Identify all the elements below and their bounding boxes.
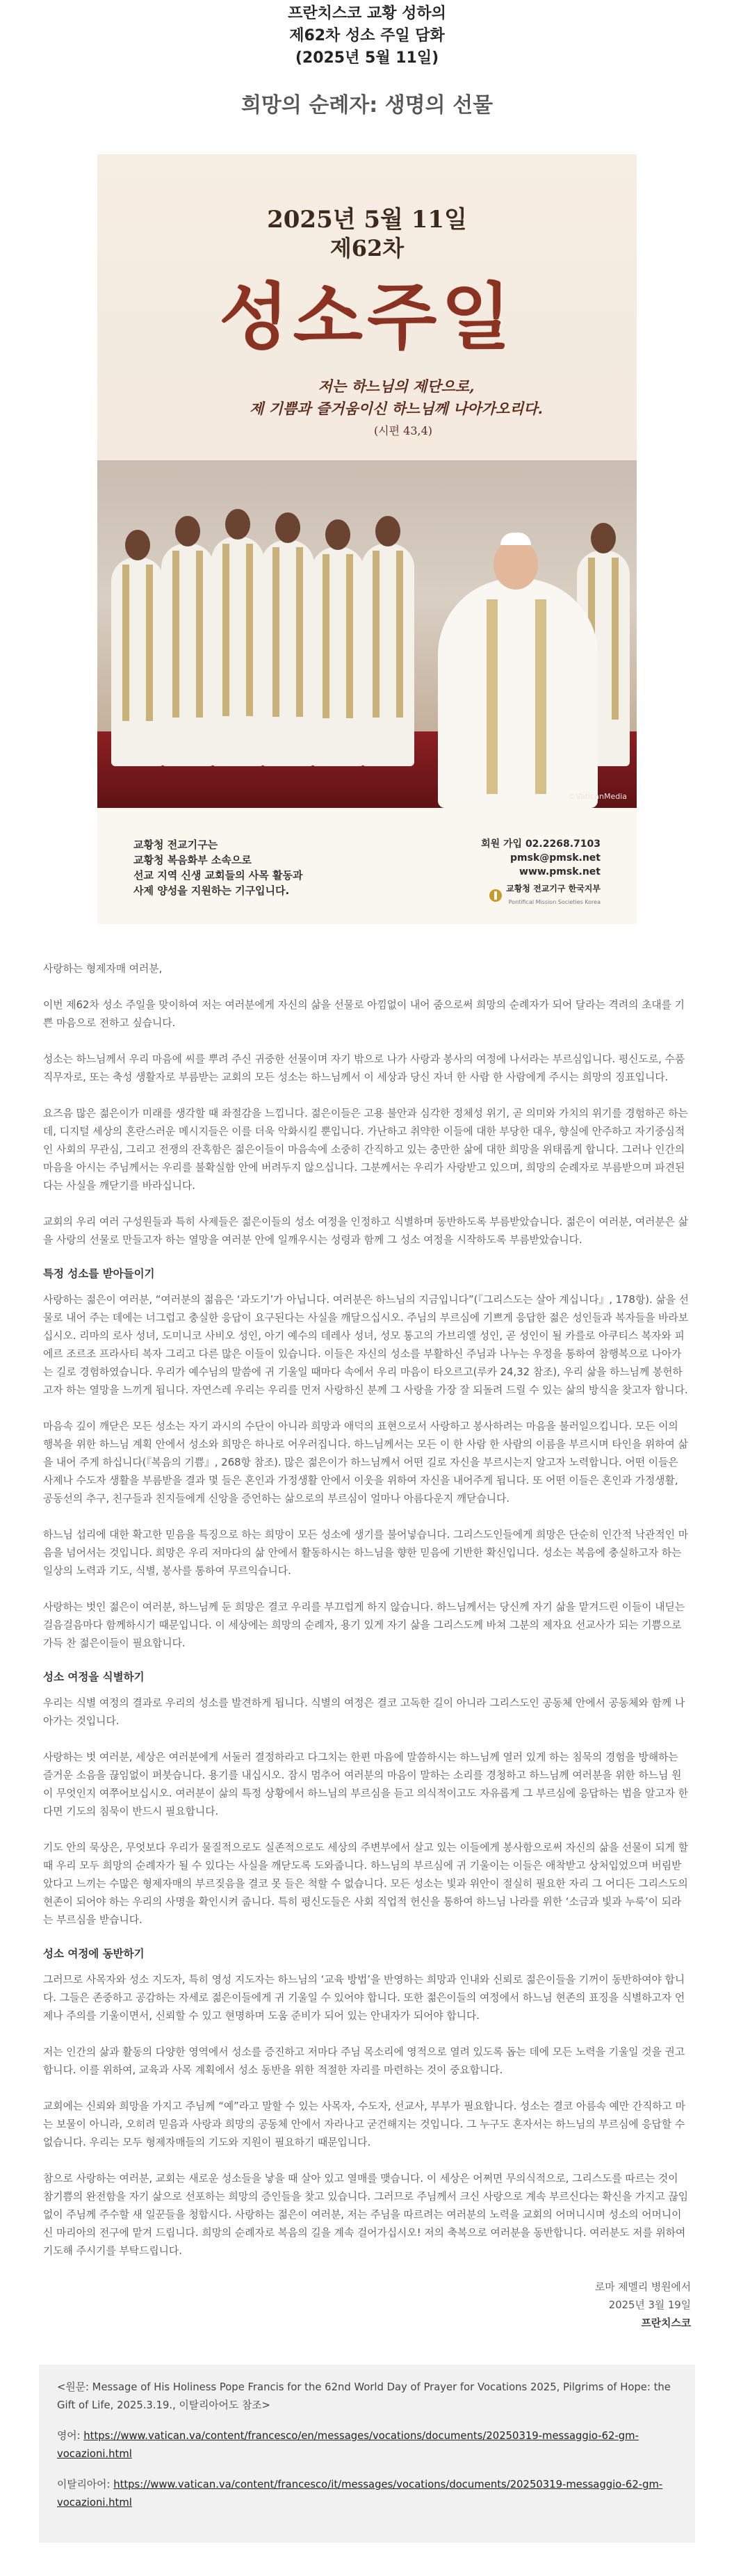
- paragraph: 이번 제62차 성소 주일을 맞이하여 저는 여러분에게 자신의 삶을 선물로 아낌없이 내어 줌으로써 희망의 순례자가 되어 달라는 격려의 초대를 기쁜 마음으로 전하고 싶습니다.: [43, 999, 685, 1029]
- paragraph: 저는 인간의 삶과 활동의 다양한 영역에서 성소를 증진하고 저마다 주님 목소리에 영적으로 열려 있도록 돕는 데에 모든 노력을 기울일 것을 권고합니다. 이를 위하여, 교육과 사목 계획에서 성소 동반을 위한 적절한 자리를 마련하는 것이 중요합니다.: [43, 2046, 685, 2076]
- org-logo-icon: [489, 889, 502, 902]
- paragraph: 사랑하는 벗인 젊은이 여러분, 하느님께 둔 희망은 결코 우리를 부끄럽게 하지 않습니다. 하느님께서는 당신께 자기 삶을 맡겨드린 이들이 내딛는 걸음걸음마다 함께하시기 때문입니다. 이 세상에는 희망의 순례자, 용기 있게 자기 삶을 그리스도께 바쳐 그분의 제자요 선교사가 되는 기쁨으로 가득 찬 젊은이들이 필요합니다.: [43, 1601, 685, 1649]
- poster-date: 2025년 5월 11일: [267, 206, 467, 234]
- priest-figure: [161, 544, 214, 766]
- poster-verse-line-2: 제 기쁨과 즐거움이신 하느님께 나아가오리다.: [250, 400, 543, 417]
- contact-phone: 회원 가입 02.2268.7103: [481, 839, 601, 850]
- italian-source-link[interactable]: https://www.vatican.va/content/francesco/it/messages/vocations/documents/20250319-messaggio-62-gm-vocazioni.html: [57, 2479, 663, 2509]
- paragraph: 그러므로 사목자와 성소 지도자, 특히 영성 지도자는 하느님의 ‘교육 방법’을 반영하는 희망과 인내와 신뢰로 젊은이들을 기꺼이 동반하여야 합니다. 그들은 존중하고 공감하는 자세로 젊은이들에게 귀 기울일 수 있어야 합니다. 또한 젊은이들의 여정에서 하느님 현존의 표징을 식별하고자 언제나 주의를 기울이면서, 신뢰할 수 있고 현명하며 도움 준비가 되어 있는 안내자가 되어야 합니다.: [43, 1974, 685, 2022]
- paragraph: 요즈음 많은 젊은이가 미래를 생각할 때 좌절감을 느낍니다. 젊은이들은 고용 불안과 심각한 정체성 위기, 곧 의미와 가치의 위기를 경험하곤 하는데, 디지털 세상의 혼란스러운 메시지들은 이를 더욱 악화시킬 뿐입니다. 가난하고 취약한 이들에 대한 부당한 대우, 향실에 안주하고 자기중심적인 사회의 무관심, 그리고 전쟁의 잔혹함은 젊은이들이 마음속에 소중히 간직하고 있는 충만한 삶에 대한 희망을 위태롭게 합니다. 그러나 인간의 마음을 아시는 주님께서는 우리를 불확실함 안에 버려두지 않으십니다. 그분께서는 우리가 사랑받고 있으며, 희망의 순례자로 부름받으며 파견된다는 사실을 깨닫기를 바라십니다.: [43, 1108, 688, 1192]
- priest-figure: [311, 547, 364, 766]
- poster-verse-citation: (시편 43,4): [373, 424, 433, 437]
- pope-figure: [438, 578, 598, 808]
- section-heading: 특정 성소를 받아들이기: [43, 1267, 155, 1280]
- source-english: [57, 2427, 677, 2463]
- poster-contact: [434, 837, 601, 909]
- paragraph: 우리는 식별 여정의 결과로 우리의 성소를 발견하게 됩니다. 식별의 여정은 결코 고독한 길이 아니라 그리스도인 공동체 안에서 공동체와 함께 나아가는 것입니다.: [43, 1697, 685, 1727]
- paragraph: 사랑하는 젊은이 여러분, “여러분의 젊음은 ‘과도기’가 아닙니다. 여러분은 하느님의 지금입니다”(『그리스도는 살아 계십니다』, 178항). 삶을 선물로 내어 주는 데에는 너그럽고 충실한 응답이 요구된다는 사실을 깨달으십시오. 주님의 부르심에 기쁘게 응답한 젊은 성인들과 복자들을 바라보십시오. 리마의 로사 성녀, 도미니코 사비오 성인, 아기 예수의 데레사 성녀, 성모 통고의 가브리엘 성인, 곧 성인이 될 카를로 아쿠티스 복자와 피에르 조르조 프라사티 복자 그리고 다른 많은 이들이 있습니다. 이들은 자신의 성소를 부활하신 주님과 나누는 우정을 통하여 참행복으로 나아가는 길로 경험하였습니다. 우리가 예수님의 말씀에 귀 기울일 때마다 속에서 우리 마음이 타오르고(루카 24,32 참조), 우리 삶을 하느님께 봉헌하고자 하는 열망을 느끼게 됩니다. 자연스레 우리는 우리를 먼저 사랑하신 분께 그 사랑을 가장 잘 되돌려 드릴 수 있는 삶의 방식을 찾고자 합니다.: [43, 1294, 689, 1396]
- paragraph: 사랑하는 벗 여러분, 세상은 여러분에게 서둘러 결정하라고 다그치는 한편 마음에 말씀하시는 하느님께 열러 있게 하는 침묵의 경험을 방해하는 즐거운 소음을 끊임없이 퍼붓습니다. 용기를 내십시오. 잠시 멈추어 여러분의 마음이 말하는 소리를 경청하고 하느님께 여러분을 위한 하느님 원이 무엇인지 여쭈어보십시오. 여러분이 삶의 특정 상황에서 하느님의 부르심을 듣고 의식적이고도 자유롭게 그 부르심에 응답하는 법을 알고자 한다면 기도의 침묵이 반드시 필요합니다.: [43, 1751, 689, 1817]
- greeting: 사랑하는 형제자매 여러분,: [43, 963, 163, 975]
- paragraph: 기도 안의 묵상은, 무엇보다 우리가 물질적으로도 실존적으로도 세상의 주변부에서 살고 있는 이들에게 봉사함으로써 자신의 삶을 선물이 되게 할 때 우리 모두 희망의 순례자가 될 수 있다는 사실을 깨닫도록 도와줍니다. 하느님의 부르심에 귀 기울이는 이들은 애착받고 상처입었으며 버림받았다고 느끼는 수많은 형제자매의 부르짖음을 결코 못 들은 척할 수 없습니다. 모든 성소는 빛과 위안이 절실히 필요한 자리 그 어디든 그리스도의 현존이 되어야 하는 우리의 사명을 확인시켜 줍니다. 특히 평신도들은 사회 직업적 헌신을 통하여 하느님 나라를 위한 ‘소금과 빛과 누룩’이 되라는 부르심을 받습니다.: [43, 1842, 689, 1926]
- italian-label: 이탈리아어:: [57, 2479, 111, 2490]
- org-desc-line: 선교 지역 신생 교회들의 사목 활동과: [133, 869, 303, 882]
- priest-figure: [261, 540, 314, 766]
- paragraph: 하느님 섭리에 대한 확고한 믿음을 특징으로 하는 희망이 모든 성소에 생기를 불어넣습니다. 그리스도인들에게 희망은 단순히 인간적 낙관적인 마음을 넘어서는 것입니다. 희망은 우리 저마다의 삶 안에서 활동하시는 하느님을 향한 믿음에 기반한 확신입니다. 성소는 복음에 충실하고자 하는 일상의 노력과 기도, 식별, 봉사를 통하여 무르익습니다.: [43, 1529, 689, 1577]
- org-name-en: Pontifical Mission Societies Korea: [508, 899, 601, 905]
- source-italian: [57, 2476, 677, 2512]
- section-heading: 성소 여정을 식별하기: [43, 1671, 145, 1683]
- poster-footer: [97, 808, 637, 924]
- poster-org-description: [133, 837, 356, 898]
- vocation-sunday-poster: [97, 154, 637, 924]
- header-line-1: 프란치스코 교황 성하의: [288, 5, 446, 22]
- message-body: [43, 960, 691, 2260]
- paragraph: 교회에는 신뢰와 희망을 가지고 주님께 “예”라고 말할 수 있는 사목자, 수도자, 선교사, 부부가 필요합니다. 성소는 결코 아름속 예만 간직하고 마는 보물이 아니라, 오히려 믿음과 사랑과 희망의 공동체 안에서 자라나고 굳건해지는 것입니다. 그 누구도 혼자서는 하느님의 부르심에 응답할 수 없습니다. 우리는 모두 형제자매들의 기도와 지원이 필요하기 때문입니다.: [43, 2100, 685, 2148]
- header-line-3: (2025년 5월 11일): [295, 49, 439, 67]
- priest-figure: [211, 537, 264, 766]
- signature-place: 로마 제멜리 병원에서: [594, 2281, 691, 2293]
- poster-verse-line-1: 저는 하느님의 제단으로,: [318, 378, 475, 395]
- org-desc-line: 사제 양성을 지원하는 기구입니다.: [133, 884, 290, 897]
- message-header: [43, 0, 691, 70]
- message-subtitle: 희망의 순례자: 생명의 선물: [240, 93, 494, 118]
- source-note: <원문: Message of His Holiness Pope Francis for the 62nd World Day of Prayer for Vocations 2025, Pilgrims of Hope: the Gift of Life, 2025.3.19., 이탈리아어도 참조>: [57, 2381, 671, 2411]
- poster-main-title: 성소주일: [219, 274, 515, 359]
- priest-figure: [111, 558, 164, 766]
- contact-email: pmsk@pmsk.net: [510, 852, 601, 864]
- english-label: 영어:: [57, 2430, 81, 2442]
- header-line-2: 제62차 성소 주일 담화: [289, 27, 445, 44]
- org-name: 교황청 전교기구 한국지부: [506, 884, 601, 893]
- poster-verse: [202, 375, 591, 420]
- priest-figure: [361, 544, 414, 766]
- signature-date: 2025년 3월 19일: [608, 2299, 691, 2311]
- signature-name: 프란치스코: [641, 2317, 691, 2329]
- org-desc-line: 교황청 전교기구는: [133, 839, 218, 851]
- english-source-link[interactable]: https://www.vatican.va/content/francesco/en/messages/vocations/documents/20250319-messaggio-62-gm-vocazioni.html: [57, 2430, 639, 2460]
- source-box: [39, 2365, 695, 2543]
- org-logo-row: [434, 882, 601, 909]
- poster-number: 제62차: [329, 235, 405, 261]
- paragraph: 마음속 깊이 깨닫은 모든 성소는 자기 과시의 수단이 아니라 희망과 애덕의 표현으로서 사랑하고 봉사하려는 마음을 불러일으킵니다. 모든 이의 행복을 위한 하느님 계획 안에서 성소와 희망은 하나로 어우러집니다. 하느님께서는 모든 이 한 사람 한 사람의 이름을 부르시며 타인을 위하여 삶을 내어 주게 하십니다(『복음의 기쁨』, 268항 참조). 많은 젊은이가 하느님께서 어떤 길로 자신을 부르시는지 알고자 노력합니다. 어떤 이들은 사제나 수도자 생활을 부름받을 결과 몇 들은 혼인과 가정생활 안에서 이웃을 위하여 자신을 내어주게 됩니다. 또 어떤 이들은 혼인과 가정생활, 공동선의 추구, 친구들과 친지들에게 신앙을 증언하는 삶으로의 부르심이 얼마나 아름다운지 깨닫습니다.: [43, 1420, 688, 1505]
- paragraph: 성소는 하느님께서 우리 마음에 씨를 뿌려 주신 귀중한 선물이며 자기 밖으로 나가 사랑과 봉사의 여정에 나서라는 부르심입니다. 평신도로, 수품 직무자로, 또는 축성 생활자로 부름받는 교회의 모든 성소는 하느님께서 이 세상과 당신 자녀 한 사람 한 사람에게 주시는 희망의 징표입니다.: [43, 1053, 685, 1083]
- section-heading: 성소 여정에 동반하기: [43, 1947, 145, 1960]
- photo-credit: ©VaticanMedia: [568, 792, 627, 801]
- org-desc-line: 교황청 복음화부 소속으로: [133, 854, 252, 866]
- paragraph: 교회의 우리 여러 구성원들과 특히 사제들은 젊은이들의 성소 여정을 인정하고 식별하며 동반하도록 부름받았습니다. 젊은이 여러분, 여러분은 삶을 사랑의 선물로 만들고자 하는 열망을 여러분 안에 일깨우시는 성령과 함께 그 성소 여정을 시작하도록 부름받았습니다.: [43, 1216, 689, 1246]
- signature-block: [43, 2278, 691, 2333]
- pope-with-priests-photo: [97, 460, 637, 808]
- paragraph: 참으로 사랑하는 여러분, 교회는 새로운 성소들을 낳을 때 살아 있고 열매를 맺습니다. 이 세상은 어쩌면 무의식적으로, 그리스도를 따르는 것이 참기쁨의 완전함을 자기 삶으로 선포하는 희망의 증인들을 찾고 있습니다. 그러므로 주님께서 크신 사랑으로 계속 부르신다는 확신을 가지고 끊임없이 주님께 주수할 새 일꾼들을 청합시다. 사랑하는 젊은이 여러분, 저는 주님을 따르려는 여러분의 노력을 교회의 어머니시며 성소의 어머니이신 마리아의 전구에 맡겨 드립니다. 희망의 순례자로 복음의 길을 계속 걸어가십시오! 저의 축복으로 여러분을 동반합니다. 여러분도 저를 위하여 기도해 주시기를 부탁드립니다.: [43, 2173, 689, 2257]
- contact-web: www.pmsk.net: [519, 866, 601, 877]
